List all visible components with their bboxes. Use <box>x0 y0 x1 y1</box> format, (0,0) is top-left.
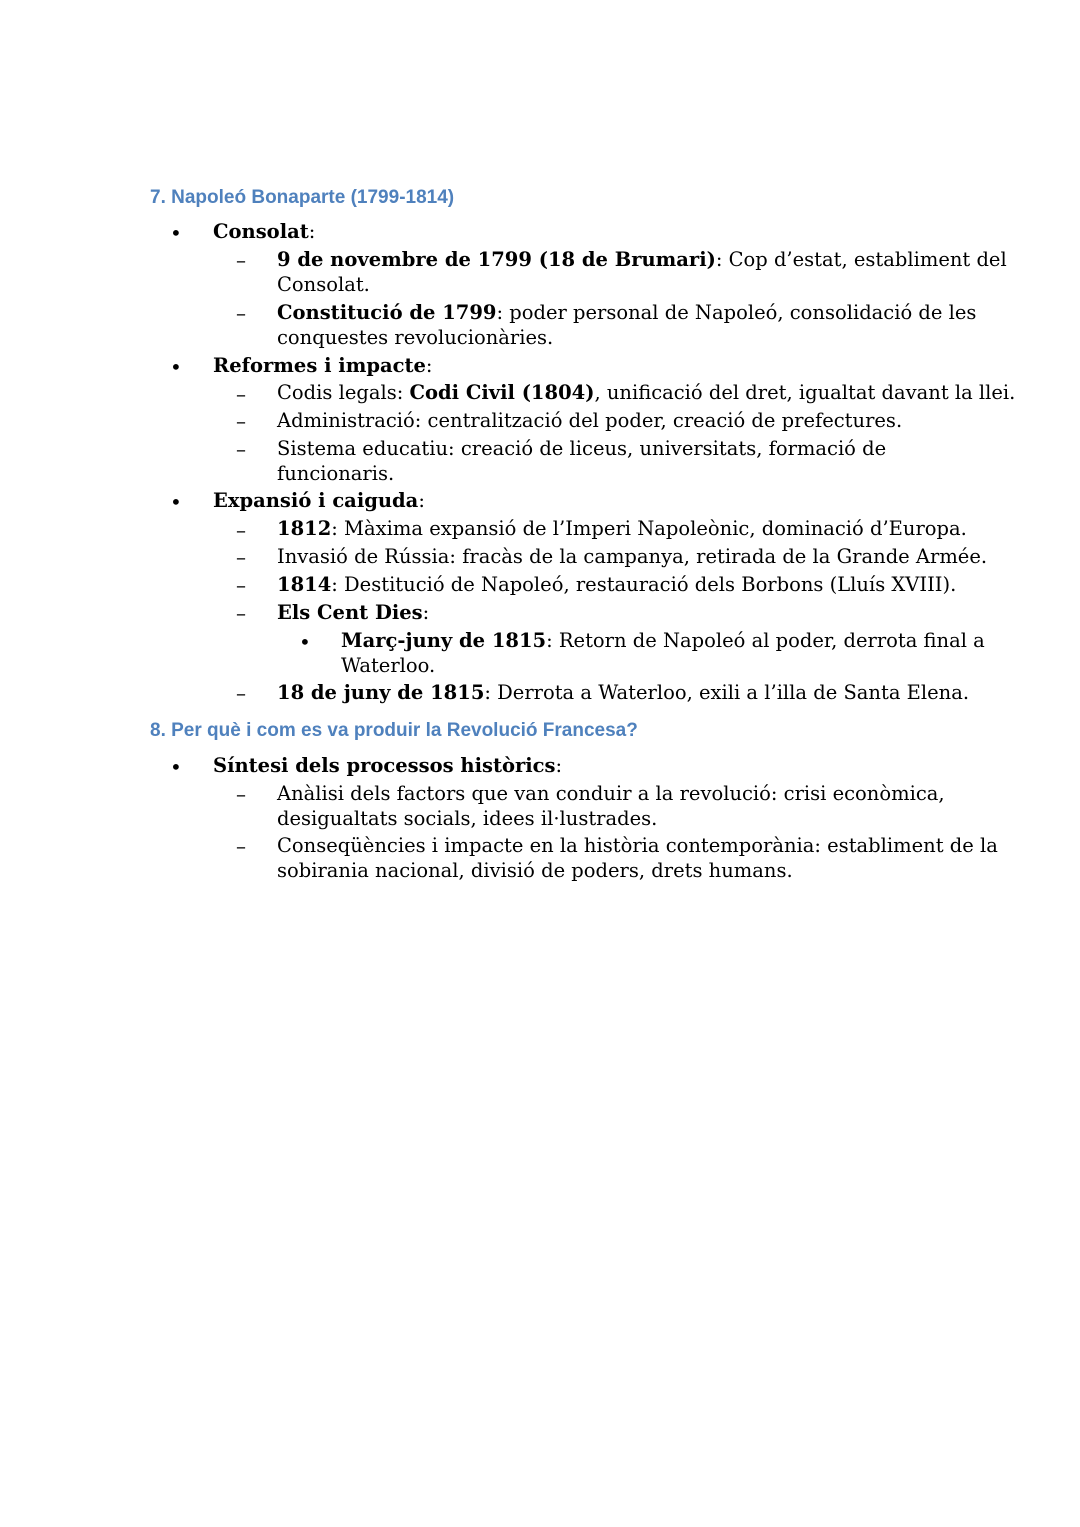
dash-icon: – <box>236 301 246 325</box>
group-title-reformes: Reformes i impacte: <box>213 354 433 377</box>
dash-icon: – <box>236 248 246 272</box>
dash-icon: – <box>236 782 246 806</box>
bullet-icon: • <box>170 755 182 779</box>
list-item: Els Cent Dies: <box>277 601 430 624</box>
list-item: Constitució de 1799: poder personal de Napoleó, consolidació de les conquestes revolucionàries. <box>277 301 977 349</box>
list-item: Conseqüències i impacte en la història contemporània: establiment de la sobirania nacional, divisió de poders, drets humans. <box>277 834 998 882</box>
list-item: 18 de juny de 1815: Derrota a Waterloo, exili a l’illa de Santa Elena. <box>277 681 970 704</box>
list-item: Codis legals: Codi Civil (1804), unificació del dret, igualtat davant la llei. <box>277 381 1016 404</box>
list-item: Sistema educatiu: creació de liceus, universitats, formació de funcionaris. <box>277 437 887 485</box>
dash-icon: – <box>236 681 246 705</box>
dash-icon: – <box>236 437 246 461</box>
dash-icon: – <box>236 545 246 569</box>
dash-icon: – <box>236 573 246 597</box>
group-title-sintesi: Síntesi dels processos històrics: <box>213 754 563 777</box>
group-title-consolat: Consolat: <box>213 220 316 243</box>
dash-icon: – <box>236 601 246 625</box>
list-item: 1812: Màxima expansió de l’Imperi Napoleònic, dominació d’Europa. <box>277 517 967 540</box>
list-item: 1814: Destitució de Napoleó, restauració dels Borbons (Lluís XVIII). <box>277 573 957 596</box>
list-item: Invasió de Rússia: fracàs de la campanya, retirada de la Grande Armée. <box>277 545 988 568</box>
list-item: Administració: centralització del poder, creació de prefectures. <box>277 409 903 432</box>
bullet-icon: • <box>170 490 182 514</box>
bullet-icon: • <box>170 355 182 379</box>
bullet-icon: • <box>170 221 182 245</box>
section-heading-revolucio: 8. Per què i com es va produir la Revolució Francesa? <box>150 720 638 741</box>
dash-icon: – <box>236 382 246 406</box>
list-item: Anàlisi dels factors que van conduir a la revolució: crisi econòmica, desigualtats socials, idees il·lustrades. <box>277 782 945 830</box>
dash-icon: – <box>236 409 246 433</box>
list-item: 9 de novembre de 1799 (18 de Brumari): Cop d’estat, establiment del Consolat. <box>277 248 1007 296</box>
dash-icon: – <box>236 834 246 858</box>
dash-icon: – <box>236 518 246 542</box>
sub-list-item: Març-juny de 1815: Retorn de Napoleó al poder, derrota final a Waterloo. <box>341 629 985 677</box>
section-heading-napoleo: 7. Napoleó Bonaparte (1799-1814) <box>150 187 455 208</box>
bullet-icon: • <box>299 630 311 654</box>
group-title-expansio: Expansió i caiguda: <box>213 489 425 512</box>
